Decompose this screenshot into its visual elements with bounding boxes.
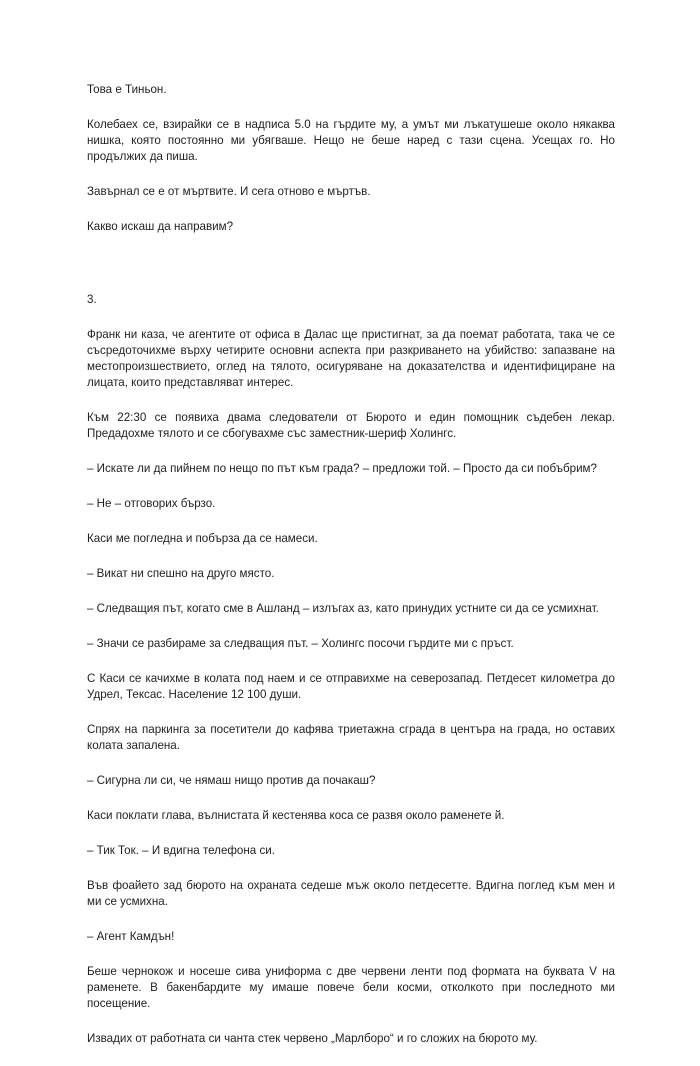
paragraph: Завърнал се е от мъртвите. И сега отново е мъртъв. — [87, 185, 371, 198]
paragraph: – Тик Ток. – И вдигна телефона си. — [87, 844, 275, 857]
document-body — [87, 82, 615, 1066]
paragraph: – Сигурна ли си, че нямаш нищо против да почакаш? — [87, 774, 376, 787]
paragraph: Франк ни каза, че агентите от офиса в Далас ще пристигнат, за да поемат работата, така че се съсредоточихме върху четирите основни аспекта при разкриването на убийство: запазване на местопроизшествието, оглед на тялото, осигуряване на доказателства и идентифициране на лицата, които представляват интерес. — [87, 328, 615, 389]
paragraph: Това е Тиньон. — [87, 83, 167, 96]
paragraph: Към 22:30 се появиха двама следователи от Бюрото и един помощник съдебен лекар. Предадохме тялото и се сбогувахме със заместник-шериф Холингс. — [87, 411, 615, 440]
paragraph: Какво искаш да направим? — [87, 220, 234, 233]
paragraph: Извадих от работната си чанта стек червено „Марлборо“ и го сложих на бюрото му. — [87, 1032, 538, 1045]
paragraph: – Не – отговорих бързо. — [87, 497, 216, 510]
paragraph: С Каси се качихме в колата под наем и се отправихме на северозапад. Петдесет километра до Удрел, Тексас. Население 12 100 души. — [87, 672, 615, 701]
paragraph: Каси ме погледна и побърза да се намеси. — [87, 532, 318, 545]
paragraph: – Викат ни спешно на друго място. — [87, 567, 275, 580]
paragraph: Във фоайето зад бюрото на охраната седеше мъж около петдесетте. Вдигна поглед към мен и ми се усмихна. — [87, 879, 615, 908]
paragraph: Колебаех се, взирайки се в надписа 5.0 на гърдите му, а умът ми лъкатушеше около някаква нишка, която постоянно ми убягваше. Нещо не беше наред с тази сцена. Усещах го. Но продължих да пиша. — [87, 118, 615, 163]
paragraph: – Агент Камдън! — [87, 930, 175, 943]
paragraph: Спрях на паркинга за посетители до кафява триетажна сграда в центъра на града, но оставих колата запалена. — [87, 723, 615, 752]
paragraph: – Следващия път, когато сме в Ашланд – излъгах аз, като принудих устните си да се усмихнат. — [87, 602, 599, 615]
paragraph: – Искате ли да пийнем по нещо по път към града? – предложи той. – Просто да си побъбрим? — [87, 462, 597, 475]
paragraph: – Значи се разбираме за следващия път. – Холингс посочи гърдите ми с пръст. — [87, 637, 514, 650]
paragraph: Каси поклати глава, вълнистата й кестенява коса се развя около раменете й. — [87, 809, 505, 822]
paragraph: Беше чернокож и носеше сива униформа с две червени ленти под формата на буквата V на раменете. В бакенбардите му имаше повече бели косми, отколкото при последното ми посещение. — [87, 965, 615, 1010]
chapter-number: 3. — [87, 293, 97, 306]
